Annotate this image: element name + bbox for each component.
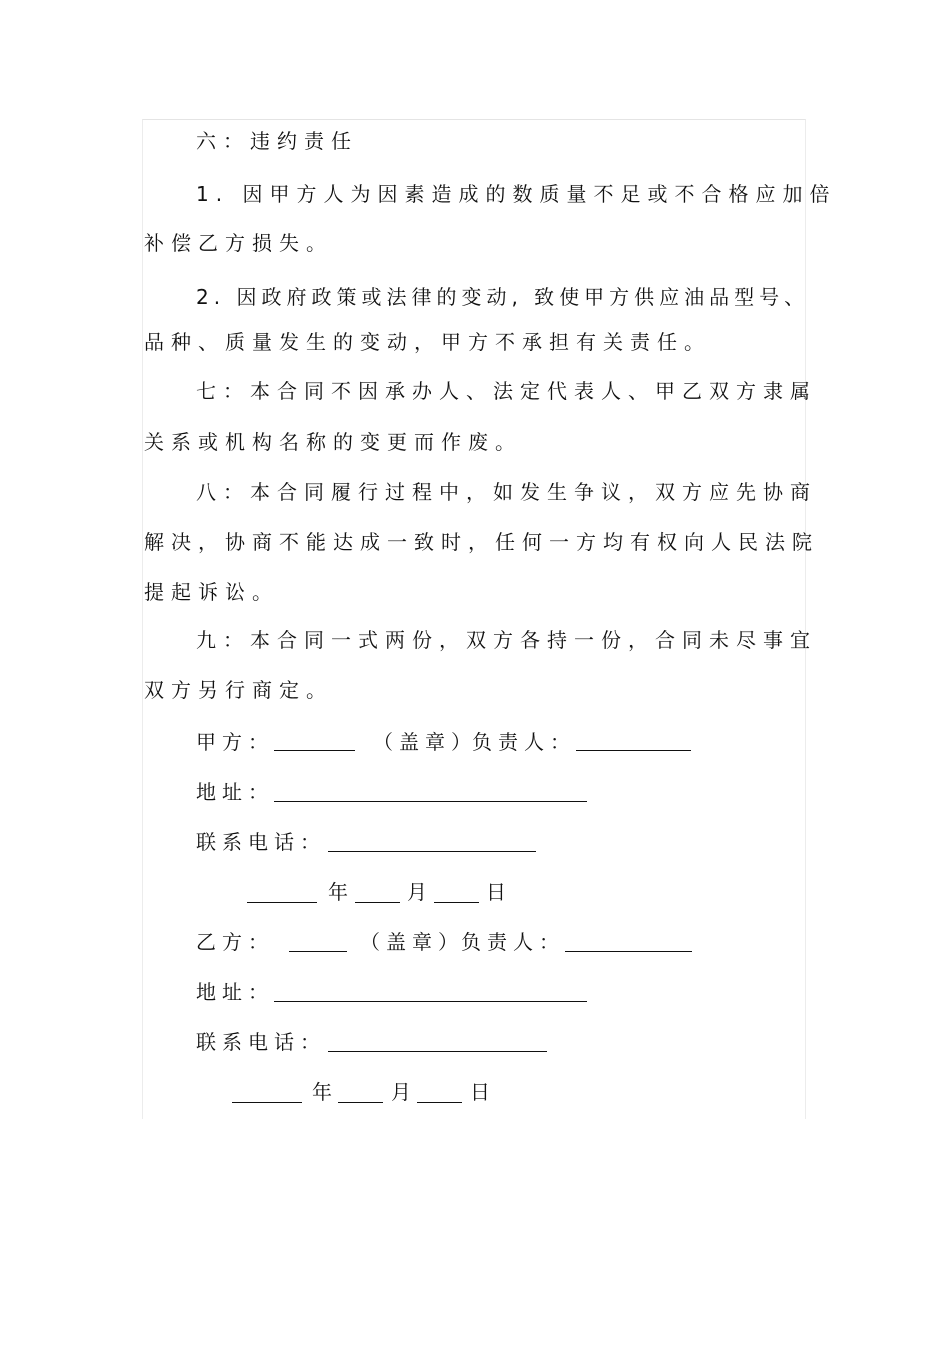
- party-b-year-blank[interactable]: [232, 1102, 302, 1103]
- section-9-line-1: 九：本合同一式两份，双方各持一份，合同未尽事宜: [196, 628, 817, 652]
- party-b-address-label: 地址：: [196, 980, 274, 1004]
- party-b-month-label: 月: [391, 1080, 417, 1104]
- party-b-address-blank[interactable]: [274, 1001, 587, 1002]
- party-b-phone-blank[interactable]: [328, 1051, 547, 1052]
- section-6-title: 六：违约责任: [196, 129, 358, 153]
- party-a-address-blank[interactable]: [274, 801, 587, 802]
- section-8-line-2: 解决，协商不能达成一致时，任何一方均有权向人民法院: [144, 530, 819, 554]
- party-b-day-blank[interactable]: [417, 1102, 462, 1103]
- party-b-person-label: 负责人：: [461, 930, 565, 954]
- section-7-line-2: 关系或机构名称的变更而作废。: [144, 430, 522, 454]
- item-1-line-2: 补偿乙方损失。: [144, 231, 333, 255]
- party-a-year-label: 年: [328, 880, 354, 904]
- party-a-day-label: 日: [486, 880, 512, 904]
- party-b-day-label: 日: [470, 1080, 496, 1104]
- party-b-year-label: 年: [312, 1080, 338, 1104]
- section-7-line-1: 七：本合同不因承办人、法定代表人、甲乙双方隶属: [196, 379, 817, 403]
- page-frame: [142, 119, 837, 1119]
- party-b-label: 乙方：: [196, 930, 274, 954]
- party-b-month-blank[interactable]: [338, 1102, 383, 1103]
- party-a-year-blank[interactable]: [247, 902, 317, 903]
- party-a-name-blank[interactable]: [274, 750, 355, 751]
- item-1-line-1: 1. 因甲方人为因素造成的数质量不足或不合格应加倍: [196, 182, 837, 206]
- party-b-phone-label: 联系电话：: [196, 1030, 326, 1054]
- party-a-day-blank[interactable]: [434, 902, 479, 903]
- party-b-person-blank[interactable]: [565, 951, 692, 952]
- section-8-line-1: 八：本合同履行过程中，如发生争议，双方应先协商: [196, 480, 817, 504]
- party-a-address-label: 地址：: [196, 780, 274, 804]
- party-b-seal: （盖章）: [360, 930, 464, 954]
- party-a-seal: （盖章）: [373, 730, 477, 754]
- party-a-phone-label: 联系电话：: [196, 830, 326, 854]
- section-9-line-2: 双方另行商定。: [144, 678, 333, 702]
- party-a-label: 甲方：: [196, 730, 274, 754]
- section-8-line-3: 提起诉讼。: [144, 580, 279, 604]
- party-a-person-label: 负责人：: [472, 730, 576, 754]
- item-2-line-1: 2. 因政府政策或法律的变动, 致使甲方供应油品型号、: [196, 285, 810, 309]
- party-a-month-label: 月: [407, 880, 433, 904]
- item-2-line-2: 品种、质量发生的变动，甲方不承担有关责任。: [144, 330, 711, 354]
- party-a-phone-blank[interactable]: [328, 851, 536, 852]
- party-b-name-blank[interactable]: [289, 951, 347, 952]
- party-a-month-blank[interactable]: [355, 902, 400, 903]
- party-a-person-blank[interactable]: [576, 750, 691, 751]
